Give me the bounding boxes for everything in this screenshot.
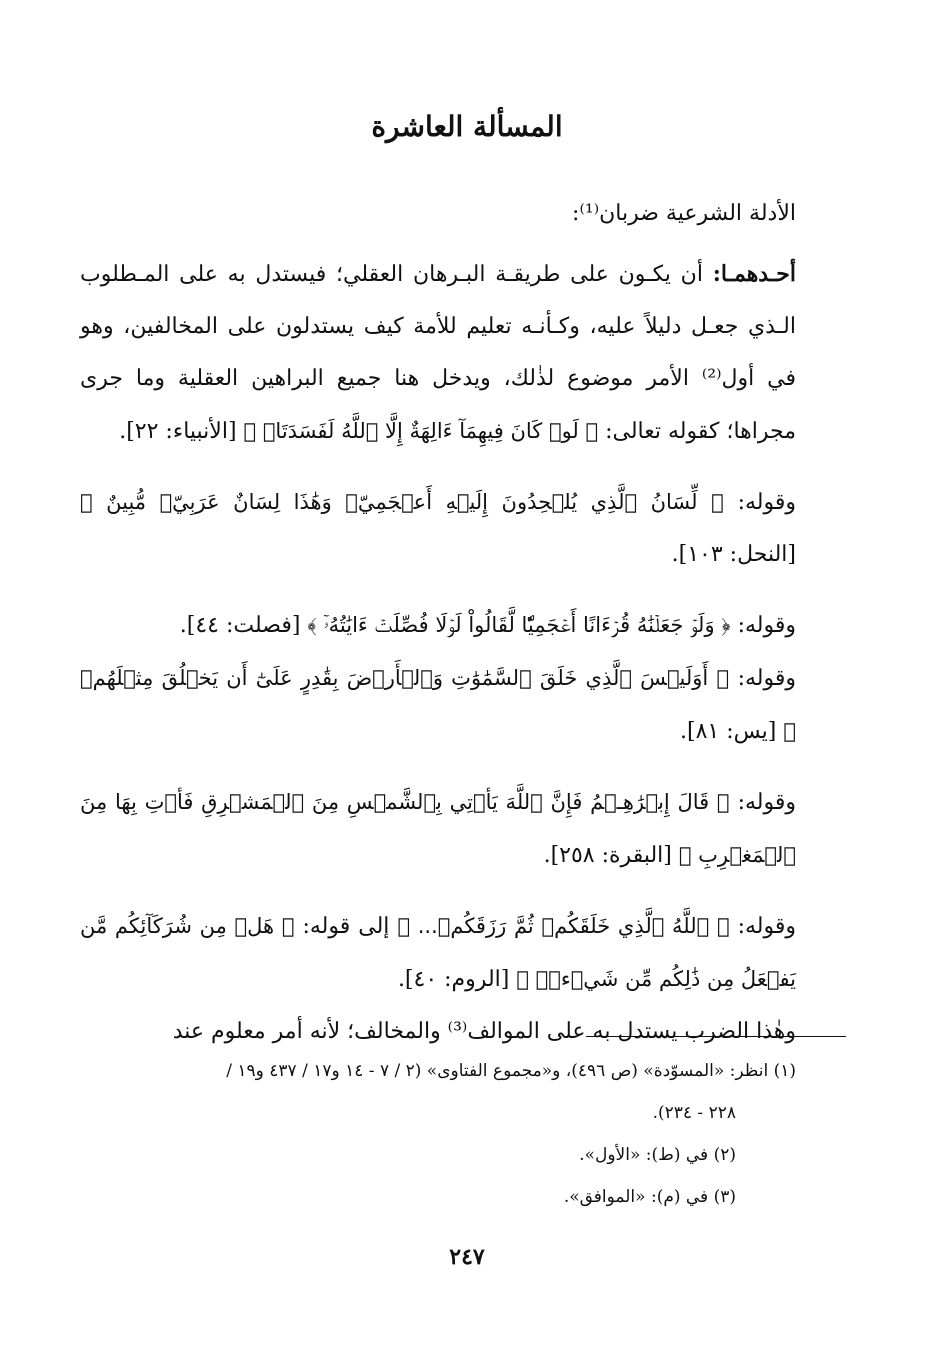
- verse-reference: [يس: ٨١].: [680, 719, 777, 744]
- paragraph-citation: [80, 900, 796, 1006]
- paragraph-text: وقوله:: [737, 613, 796, 638]
- quran-verse: ﴿ قَالَ إِبۡرَٰهِـۧمُ فَإِنَّ ٱللَّهَ يَأۡتِي بِٱلشَّمۡسِ مِنَ ٱلۡمَشۡرِقِ فَأۡتِ بِهَا مِنَ ٱلۡمَغۡرِبِ ﴾: [80, 790, 796, 867]
- quran-verse: ﴿ ٱللَّهُ ٱلَّذِي خَلَقَكُمۡ ثُمَّ رَزَقَكُمۡ... ﴾: [397, 914, 730, 938]
- paragraph-text: وقوله:: [737, 666, 796, 691]
- verse-reference: [الروم: ٤٠].: [397, 967, 510, 992]
- verse-reference: [الأنبياء: ٢٢].: [119, 419, 237, 444]
- paragraph-text: وهٰذا الضرب يستدل به على الموالف⁽³⁾ والمخالف؛ لأنه أمر معلوم عند: [172, 1019, 796, 1044]
- quran-verse: ﴿ هَلۡ مِن شُرَكَآئِكُم مَّن يَفۡعَلُ مِن ذَٰلِكُم مِّن شَيۡءٖۚ ﴾: [80, 914, 796, 991]
- page-title: المسألة العاشرة: [371, 110, 563, 143]
- quran-verse: ﴿ وَلَوۡ جَعَلۡنَٰهُ قُرۡءَانًا أَعۡجَمِيّٗا لَّقَالُواْ لَوۡلَا فُصِّلَتۡ ءَايَٰتُهُۥٓ ﴾: [307, 613, 731, 637]
- paragraph-citation: [80, 652, 796, 758]
- page-number: ٢٤٧: [449, 1244, 485, 1270]
- paragraph-first: [80, 248, 796, 458]
- quran-verse: ﴿ أَوَلَيۡسَ ٱلَّذِي خَلَقَ ٱلسَّمَٰوَٰتِ وَٱلۡأَرۡضَ بِقَٰدِرٍ عَلَىٰٓ أَن يَخۡلُقَ مِثۡلَهُمۚ ﴾: [80, 666, 796, 743]
- paragraph-connector: إلى قوله:: [302, 914, 390, 939]
- verse-reference: [النحل: ١٠٣].: [671, 542, 796, 567]
- footnote-2: (٢) في (ط): «الأول».: [579, 1145, 736, 1165]
- quran-verse: ﴿ لَوۡ كَانَ فِيهِمَآ ءَالِهَةٌ إِلَّا ٱللَّهُ لَفَسَدَتَاۚ ﴾: [243, 419, 599, 443]
- verse-reference: [البقرة: ٢٥٨].: [543, 843, 672, 868]
- paragraph-citation: [80, 476, 796, 581]
- paragraph-text: وقوله:: [737, 790, 797, 815]
- paragraph-text: وقوله:: [737, 914, 796, 939]
- paragraph-citation: [80, 599, 796, 652]
- footnote-3: (٣) في (م): «الموافق».: [563, 1187, 736, 1207]
- verse-reference: [فصلت: ٤٤].: [179, 613, 301, 638]
- footnote-1: (١) انظر: «المسوّدة» (ص ٤٩٦)، و«مجموع الفتاوى» (٢ / ٧ - ١٤ و١٧ / ٤٣٧ و١٩ /: [226, 1061, 796, 1081]
- quran-verse: ﴿ لِّسَانُ ٱلَّذِي يُلۡحِدُونَ إِلَيۡهِ أَعۡجَمِيّٞ وَهَٰذَا لِسَانٌ عَرَبِيّٞ مُّبِينٌ ﴾: [80, 490, 724, 514]
- paragraph-citation: [80, 776, 796, 882]
- lead-word: أحـدهمـا:: [712, 261, 796, 287]
- paragraph-text: وقوله:: [737, 490, 796, 515]
- footnotes: [66, 1050, 796, 1218]
- footnote-1-continuation: ٢٢٨ - ٢٣٤).: [652, 1103, 736, 1123]
- main-text: [80, 188, 796, 1058]
- footnote-divider: [586, 1036, 846, 1037]
- paragraph-text: أن يكـون على طريقـة البـرهان العقلي؛ فيستدل به على المـطلوب الـذي جعـل دليلاً عليه، وكـأنـه تعليم للأمة كيف يستدلون على المخالفين، وهو في أول⁽²⁾ الأمر موضوع لذٰلك، ويدخل هنا جميع البراهين العقلية وما جرى مجراها؛ كقوله تعالى:: [80, 262, 796, 444]
- intro-line: الأدلة الشرعية ضربان⁽¹⁾:: [572, 201, 796, 226]
